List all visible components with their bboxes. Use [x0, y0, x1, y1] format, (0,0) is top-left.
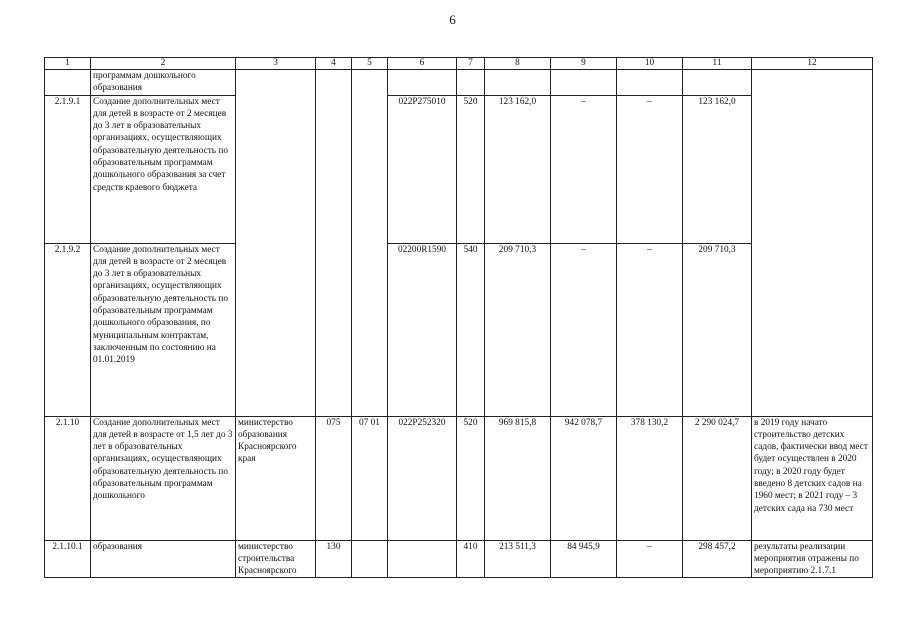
cell-section: 07 01 [352, 416, 388, 540]
cell-vr: 540 [457, 243, 485, 416]
cell-description: Создание дополнительных мест для детей в возрасте от 1,5 лет до 3 лет в образовательных организациях, осуществляющих образовательную деятельность по образовательным программам дошкольного [91, 416, 236, 540]
col-header-10: 10 [617, 58, 683, 70]
cell-code: 075 [316, 416, 352, 540]
cell-organization [236, 70, 316, 417]
cell-section [352, 540, 388, 578]
cell-total [683, 70, 752, 96]
header-row [45, 58, 873, 70]
col-header-7: 7 [457, 58, 485, 70]
col-header-8: 8 [485, 58, 551, 70]
cell-2019: 969 815,8 [485, 416, 551, 540]
cell-total: 298 457,2 [683, 540, 752, 578]
col-header-9: 9 [551, 58, 617, 70]
cell-total: 2 290 024,7 [683, 416, 752, 540]
cell-number: 2.1.9.1 [45, 95, 91, 243]
cell-code [316, 70, 352, 417]
cell-result [752, 70, 873, 417]
table-row-2-1-10 [45, 416, 873, 540]
cell-2020 [551, 70, 617, 96]
cell-kbk [388, 70, 457, 96]
cell-number: 2.1.10.1 [45, 540, 91, 578]
cell-vr: 410 [457, 540, 485, 578]
cell-result: в 2019 году начато строительство детских садов, фактически ввод мест будет осуществлен в 2020 году; в 2020 году будет введено 8 детских садов на 1960 мест; в 2021 году – 3 детских сада на 730 мест [752, 416, 873, 540]
cell-section [352, 70, 388, 417]
cell-organization: министерство строительства Красноярского [236, 540, 316, 578]
cell-kbk: 02200R1590 [388, 243, 457, 416]
cell-2019: 209 710,3 [485, 243, 551, 416]
cell-2020: 942 078,7 [551, 416, 617, 540]
cell-kbk: 022P275010 [388, 95, 457, 243]
col-header-6: 6 [388, 58, 457, 70]
page-number: 6 [449, 12, 456, 27]
col-header-12: 12 [752, 58, 873, 70]
cell-2020: – [551, 243, 617, 416]
table-row-2-1-10-1 [45, 540, 873, 578]
cell-2020: 84 945,9 [551, 540, 617, 578]
cell-description: Создание дополнительных мест для детей в возрасте от 2 месяцев до 3 лет в образовательных организациях, осуществляющих образовательную деятельность по образовательным программам дошкольного образования за счет средств краевого бюджета [91, 95, 236, 243]
cell-organization: министерство образования Красноярского края [236, 416, 316, 540]
cell-description: программам дошкольного образования [91, 70, 236, 96]
cell-2019 [485, 70, 551, 96]
cell-2021 [617, 70, 683, 96]
cell-code: 130 [316, 540, 352, 578]
cell-2020: – [551, 95, 617, 243]
col-header-5: 5 [352, 58, 388, 70]
budget-table [44, 57, 873, 578]
cell-2019: 123 162,0 [485, 95, 551, 243]
cell-2021: – [617, 243, 683, 416]
table-row-2-1-9-2 [45, 243, 873, 416]
cell-2021: – [617, 540, 683, 578]
col-header-4: 4 [316, 58, 352, 70]
cell-vr: 520 [457, 416, 485, 540]
cell-description: образования [91, 540, 236, 578]
table-row-continuation [45, 70, 873, 96]
cell-number: 2.1.10 [45, 416, 91, 540]
col-header-2: 2 [91, 58, 236, 70]
cell-number [45, 70, 91, 96]
cell-total: 209 710,3 [683, 243, 752, 416]
cell-2021: – [617, 95, 683, 243]
cell-description: Создание дополнительных мест для детей в возрасте от 2 месяцев до 3 лет в образовательных организациях, осуществляющих образовательную деятельность по образовательным программам дошкольного образования, по муниципальным контрактам, заключенным по состоянию на 01.01.2019 [91, 243, 236, 416]
cell-kbk: 022P252320 [388, 416, 457, 540]
cell-total: 123 162,0 [683, 95, 752, 243]
col-header-11: 11 [683, 58, 752, 70]
cell-kbk [388, 540, 457, 578]
table-row-2-1-9-1 [45, 95, 873, 243]
col-header-1: 1 [45, 58, 91, 70]
col-header-3: 3 [236, 58, 316, 70]
cell-result: результаты реализации мероприятия отражены по мероприятию 2.1.7.1 [752, 540, 873, 578]
cell-vr: 520 [457, 95, 485, 243]
cell-2021: 378 130,2 [617, 416, 683, 540]
cell-2019: 213 511,3 [485, 540, 551, 578]
cell-vr [457, 70, 485, 96]
cell-number: 2.1.9.2 [45, 243, 91, 416]
